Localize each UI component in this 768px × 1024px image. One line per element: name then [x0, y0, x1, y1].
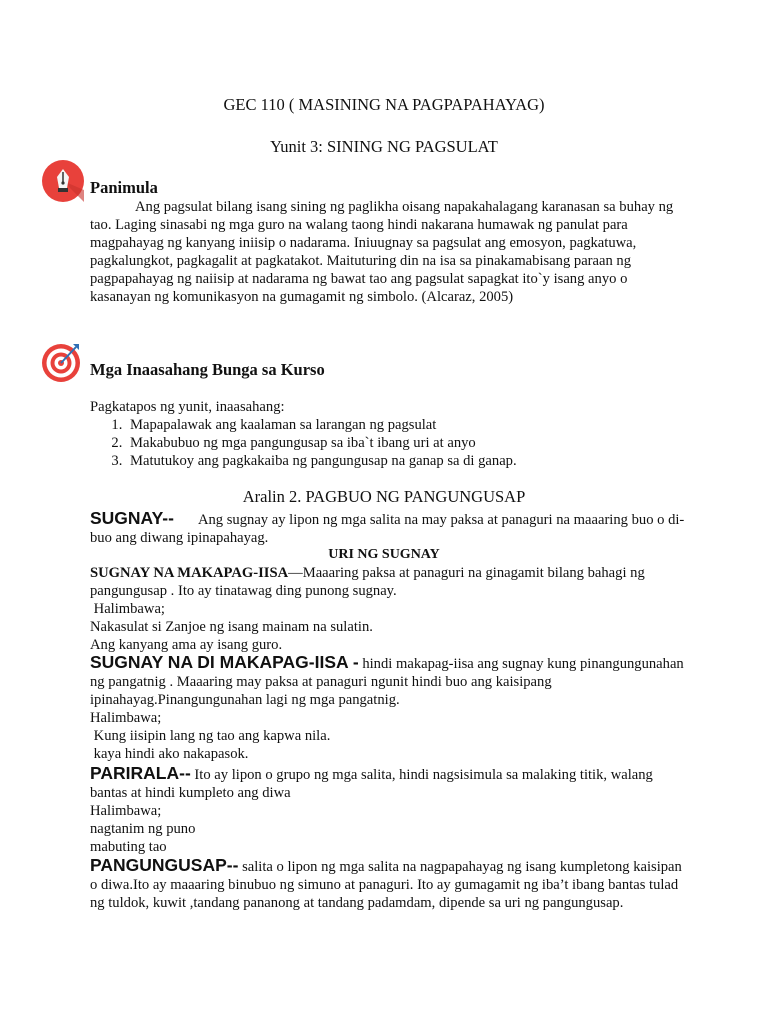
parirala-section [90, 764, 690, 856]
example-line: nagtanim ng puno [90, 821, 196, 837]
uri-ng-sugnay-title: URI NG SUGNAY [328, 547, 440, 562]
list-item: 2. Makabubuo ng mga pangungusap sa iba`t ibang uri at anyo [126, 434, 690, 452]
fountain-pen-icon [42, 160, 84, 202]
list-item: 3. Matutukoy ang pagkakaiba ng pangungusap na ganap sa di ganap. [126, 452, 690, 470]
sugnay-definition [90, 509, 690, 547]
bunga-intro: Pagkatapos ng yunit, inaasahang: [90, 399, 285, 415]
parirala-term: PARIRALA-- [90, 763, 191, 783]
makapag-term: SUGNAY NA MAKAPAG-IISA [90, 565, 289, 581]
halimbawa-label: Halimbawa; [90, 710, 162, 726]
bunga-heading: Mga Inaasahang Bunga sa Kurso [90, 360, 325, 379]
panimula-heading: Panimula [90, 178, 158, 197]
halimbawa-label: Halimbawa; [90, 601, 165, 617]
pangungusap-text: salita o lipon ng mga salita na nagpapahayag ng isang kumpletong kaisipan o diwa.Ito ay maaaring binubuo ng simuno at panaguri. Ito ay gumagamit ng iba’t ibang bantas tulad ng tuldok, kuwit ,tandang pananong at tandang padamdam, dipende sa uri ng pangungusap. [90, 859, 682, 911]
bunga-list [90, 416, 690, 470]
document-title: GEC 110 ( MASINING NA PAGPAPAHAYAG) [223, 95, 545, 114]
makapag-iisa-section [90, 564, 690, 654]
pangungusap-term: PANGUNGUSAP-- [90, 855, 239, 875]
di-makapag-text: hindi makapag-iisa ang sugnay kung pinangungunahan ng pangatnig . Maaaring may paksa at panaguri ngunit hindi buo ang kaisipang ipinahayag.Pinangungunahan lagi ng mga pangatnig. [90, 656, 684, 708]
list-item: 1. Mapapalawak ang kaalaman sa larangan ng pagsulat [126, 416, 690, 434]
parirala-text: Ito ay lipon o grupo ng mga salita, hindi nagsisimula sa malaking titik, walang bantas at hindi kumpleto ang diwa [90, 767, 653, 801]
panimula-body: Ang pagsulat bilang isang sining ng paglikha oisang napakahalagang karanasan sa buhay ng tao. Laging sinasabi ng mga guro na walang taong hindi nakarana humawak ng panulat para magpahayag ng kanyang iniisip o nadarama. Iniuugnay sa pagsulat ang emosyon, pagkatuwa, pagkalungkot, pagkagalit at pagkatakot. Maituturing din na isa sa pinakamabisang paraan ng pagpapahayag ng naiisip at nadarama ng bawat tao ang pagsulat sapagkat ito`y isang anyo o kasanayan ng komunikasyon na gumagamit ng simbolo. (Alcaraz, 2005) [90, 199, 674, 305]
example-line: Ang kanyang ama ay isang guro. [90, 637, 283, 653]
target-icon [40, 341, 82, 383]
aralin-title: Aralin 2. PAGBUO NG PANGUNGUSAP [242, 487, 526, 506]
makapag-text: —Maaaring paksa at panaguri na ginagamit bilang bahagi ng pangungusap . Ito ay tinatawag ding punong sugnay. [90, 565, 645, 599]
example-line: Kung iisipin lang ng tao ang kapwa nila. [90, 728, 331, 744]
sugnay-text: Ang sugnay ay lipon ng mga salita na may paksa at panaguri na maaaring buo o di-buo ang diwang ipinapahayag. [90, 512, 685, 546]
di-makapag-iisa-section [90, 653, 690, 763]
pangungusap-section [90, 856, 690, 912]
example-line: mabuting tao [90, 839, 167, 855]
example-line: kaya hindi ako nakapasok. [90, 746, 249, 762]
unit-title: Yunit 3: SINING NG PAGSULAT [270, 137, 498, 156]
halimbawa-label: Halimbawa; [90, 803, 162, 819]
sugnay-term: SUGNAY-- [90, 508, 174, 528]
example-line: Nakasulat si Zanjoe ng isang mainam na sulatin. [90, 619, 373, 635]
di-makapag-term: SUGNAY NA DI MAKAPAG-IISA - [90, 652, 359, 672]
